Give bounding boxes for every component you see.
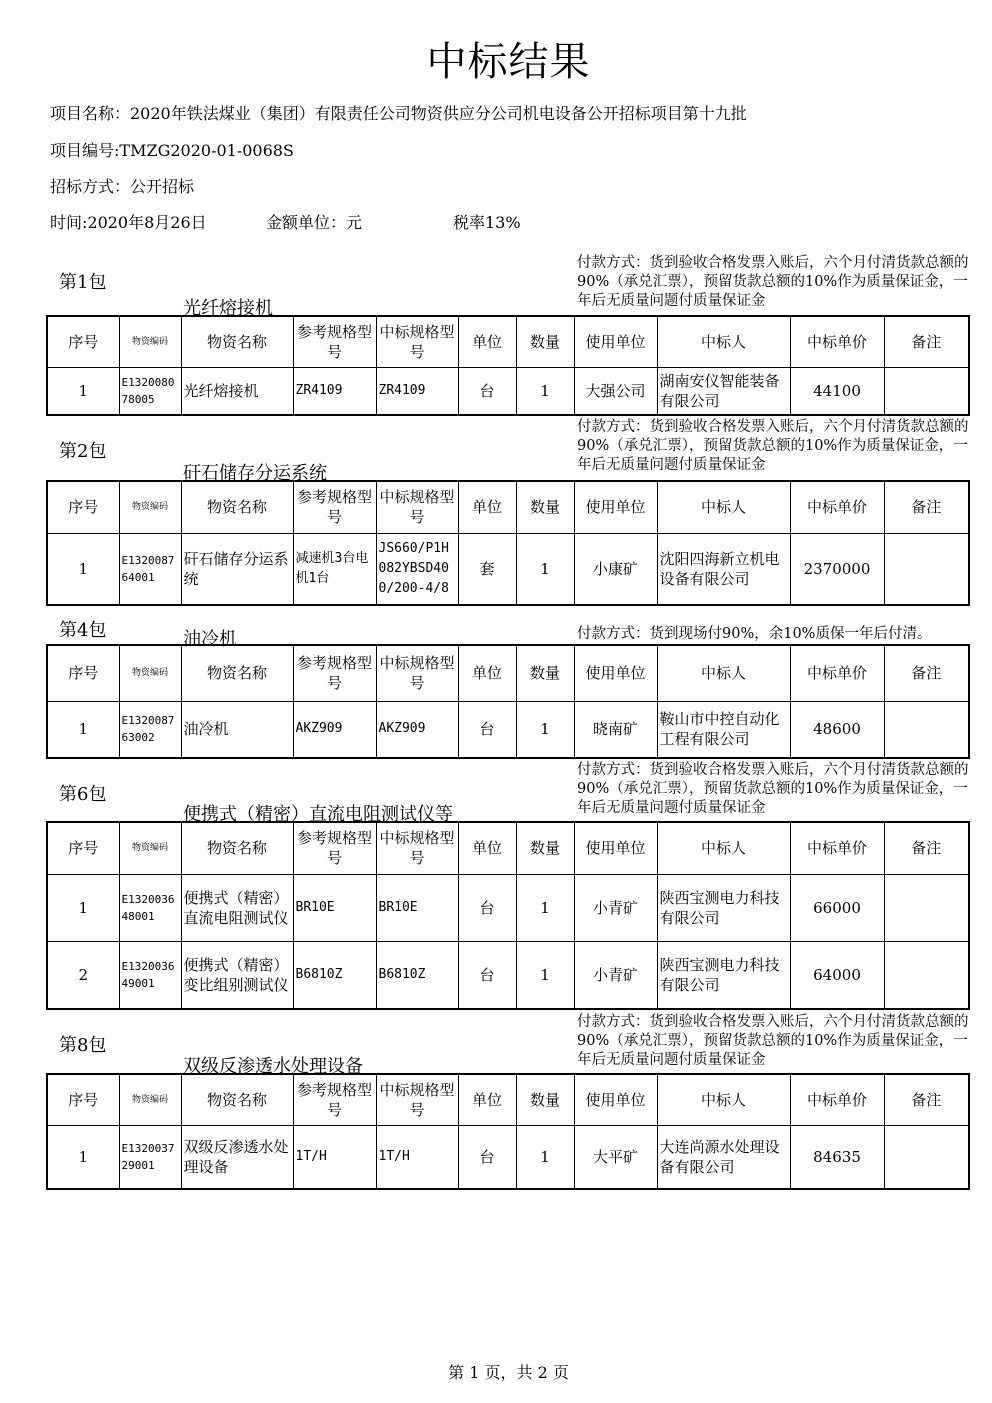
row-number-cell: 1 [47,1126,119,1189]
winning-bidder-cell: 大连尚源水处理设备有限公司 [657,1126,790,1189]
header-row-number: 序号 [47,822,119,874]
table-row [47,874,969,941]
header-material-name: 物资名称 [181,645,293,701]
header-reference-spec: 参考规格型号 [293,316,376,368]
table-header-row [47,645,969,701]
payment-terms: 付款方式：货到验收合格发票入账后，六个月付清货款总额的90%（承兑汇票），预留货款总额的10%作为质量保证金，一年后无质量问题付质量保证金 [577,419,969,473]
header-winning-bidder: 中标人 [657,822,790,874]
material-name-cell: 矸石储存分运系统 [181,533,293,605]
remark-cell [884,368,969,415]
material-name-cell: 油冷机 [181,701,293,758]
page-title: 中标结果 [426,39,591,85]
material-name-cell: 光纤熔接机 [181,368,293,415]
package-label: 第6包 [59,784,107,805]
quantity-cell: 1 [516,701,574,758]
package-name: 双级反渗透水处理设备 [183,1056,363,1077]
page-footer: 第 1 页，共 2 页 [448,1363,569,1382]
table-header-row [47,481,969,533]
winning-bidder-cell: 湖南安仪智能装备有限公司 [657,368,790,415]
row-number-cell: 1 [47,368,119,415]
header-unit-price: 中标单价 [790,481,884,533]
header-using-unit: 使用单位 [574,481,657,533]
table-row [47,701,969,758]
quantity-cell: 1 [516,941,574,1009]
header-reference-spec: 参考规格型号 [293,481,376,533]
reference-spec-cell: 1T/H [293,1126,376,1189]
package-name: 便携式（精密）直流电阻测试仪等 [183,804,453,825]
package-label: 第1包 [59,272,107,293]
package-label: 第4包 [59,620,107,641]
header-material-code: 物资编码 [119,645,181,701]
header-using-unit: 使用单位 [574,645,657,701]
header-remark: 备注 [884,645,969,701]
header-row-number: 序号 [47,316,119,368]
header-winning-bidder: 中标人 [657,1074,790,1126]
payment-terms: 付款方式：货到验收合格发票入账后，六个月付清货款总额的90%（承兑汇票），预留货款总额的10%作为质量保证金，一年后无质量问题付质量保证金 [577,762,969,816]
package-name: 光纤熔接机 [183,298,273,319]
header-winning-bidder: 中标人 [657,481,790,533]
row-number-cell: 1 [47,533,119,605]
header-unit-price: 中标单价 [790,645,884,701]
bid-spec-cell: BR10E [376,874,458,941]
winning-bidder-cell: 鞍山市中控自动化工程有限公司 [657,701,790,758]
winning-bidder-cell: 陕西宝测电力科技有限公司 [657,941,790,1009]
tax-rate: 税率13% [453,213,521,232]
quantity-cell: 1 [516,874,574,941]
unit-cell: 台 [458,874,516,941]
table-row [47,941,969,1009]
header-unit: 单位 [458,316,516,368]
quantity-cell: 1 [516,368,574,415]
material-name-cell: 便携式（精密）变比组别测试仪 [181,941,293,1009]
reference-spec-cell: ZR4109 [293,368,376,415]
using-unit-cell: 大平矿 [574,1126,657,1189]
row-number-cell: 1 [47,701,119,758]
material-code-cell: E132003649001 [119,941,181,1009]
bid-spec-cell: 1T/H [376,1126,458,1189]
using-unit-cell: 大强公司 [574,368,657,415]
header-row-number: 序号 [47,1074,119,1126]
unit-cell: 台 [458,701,516,758]
unit-price-cell: 48600 [790,701,884,758]
payment-terms: 付款方式：货到验收合格发票入账后，六个月付清货款总额的90%（承兑汇票），预留货款总额的10%作为质量保证金，一年后无质量问题付质量保证金 [577,1014,969,1068]
package-table [46,315,970,416]
announcement-time: 时间:2020年8月26日 [50,213,207,232]
bid-spec-cell: ZR4109 [376,368,458,415]
material-code-cell: E132008078005 [119,368,181,415]
remark-cell [884,941,969,1009]
using-unit-cell: 小青矿 [574,941,657,1009]
header-unit-price: 中标单价 [790,1074,884,1126]
header-remark: 备注 [884,1074,969,1126]
table-header-row [47,1074,969,1126]
package-table [46,480,970,606]
header-quantity: 数量 [516,481,574,533]
header-bid-spec: 中标规格型号 [376,1074,458,1126]
header-material-code: 物资编码 [119,481,181,533]
using-unit-cell: 小青矿 [574,874,657,941]
header-using-unit: 使用单位 [574,316,657,368]
reference-spec-cell: BR10E [293,874,376,941]
unit-price-cell: 64000 [790,941,884,1009]
material-name-cell: 便携式（精密）直流电阻测试仪 [181,874,293,941]
header-material-code: 物资编码 [119,1074,181,1126]
package-table [46,644,970,759]
unit-price-cell: 84635 [790,1126,884,1189]
unit-cell: 台 [458,368,516,415]
header-unit: 单位 [458,645,516,701]
header-material-name: 物资名称 [181,316,293,368]
header-unit-price: 中标单价 [790,822,884,874]
package-label: 第2包 [59,441,107,462]
package-table [46,1073,970,1190]
unit-cell: 台 [458,941,516,1009]
header-remark: 备注 [884,316,969,368]
material-code-cell: E132008764001 [119,533,181,605]
reference-spec-cell: AKZ909 [293,701,376,758]
header-unit: 单位 [458,1074,516,1126]
quantity-cell: 1 [516,1126,574,1189]
header-material-name: 物资名称 [181,481,293,533]
header-winning-bidder: 中标人 [657,316,790,368]
row-number-cell: 1 [47,874,119,941]
header-material-name: 物资名称 [181,1074,293,1126]
header-row-number: 序号 [47,481,119,533]
bid-method: 招标方式：公开招标 [50,177,195,196]
unit-price-cell: 2370000 [790,533,884,605]
row-number-cell: 2 [47,941,119,1009]
table-row [47,368,969,415]
header-unit: 单位 [458,822,516,874]
remark-cell [884,874,969,941]
using-unit-cell: 小康矿 [574,533,657,605]
header-unit-price: 中标单价 [790,316,884,368]
quantity-cell: 1 [516,533,574,605]
material-code-cell: E132003648001 [119,874,181,941]
package-label: 第8包 [59,1035,107,1056]
package-name: 油冷机 [183,629,237,650]
table-row [47,533,969,605]
reference-spec-cell: 减速机3台电机1台 [293,533,376,605]
header-reference-spec: 参考规格型号 [293,822,376,874]
header-remark: 备注 [884,481,969,533]
material-code-cell: E132003729001 [119,1126,181,1189]
header-quantity: 数量 [516,822,574,874]
table-header-row [47,822,969,874]
bid-spec-cell: AKZ909 [376,701,458,758]
bid-spec-cell: JS660/P1H082YBSD400/200-4/8 [376,533,458,605]
unit-price-cell: 66000 [790,874,884,941]
payment-terms: 付款方式：货到现场付90%，余10%质保一年后付清。 [577,626,932,642]
unit-price-cell: 44100 [790,368,884,415]
package-name: 矸石储存分运系统 [183,463,327,484]
material-code-cell: E132008763002 [119,701,181,758]
project-number: 项目编号:TMZG2020-01-0068S [50,141,294,160]
header-bid-spec: 中标规格型号 [376,316,458,368]
currency-unit: 金额单位：元 [266,213,363,232]
remark-cell [884,701,969,758]
table-row [47,1126,969,1189]
header-winning-bidder: 中标人 [657,645,790,701]
remark-cell [884,533,969,605]
header-row-number: 序号 [47,645,119,701]
project-name: 项目名称：2020年铁法煤业（集团）有限责任公司物资供应分公司机电设备公开招标项目第十九批 [50,104,747,123]
unit-cell: 套 [458,533,516,605]
header-quantity: 数量 [516,316,574,368]
header-reference-spec: 参考规格型号 [293,1074,376,1126]
table-header-row [47,316,969,368]
using-unit-cell: 晓南矿 [574,701,657,758]
reference-spec-cell: B6810Z [293,941,376,1009]
header-quantity: 数量 [516,645,574,701]
header-bid-spec: 中标规格型号 [376,822,458,874]
header-bid-spec: 中标规格型号 [376,481,458,533]
payment-terms: 付款方式：货到验收合格发票入账后，六个月付清货款总额的90%（承兑汇票），预留货款总额的10%作为质量保证金，一年后无质量问题付质量保证金 [577,255,969,309]
header-using-unit: 使用单位 [574,822,657,874]
header-bid-spec: 中标规格型号 [376,645,458,701]
header-reference-spec: 参考规格型号 [293,645,376,701]
header-material-name: 物资名称 [181,822,293,874]
bid-spec-cell: B6810Z [376,941,458,1009]
package-table [46,821,970,1010]
material-name-cell: 双级反渗透水处理设备 [181,1126,293,1189]
winning-bidder-cell: 陕西宝测电力科技有限公司 [657,874,790,941]
header-quantity: 数量 [516,1074,574,1126]
header-using-unit: 使用单位 [574,1074,657,1126]
header-material-code: 物资编码 [119,822,181,874]
winning-bidder-cell: 沈阳四海新立机电设备有限公司 [657,533,790,605]
unit-cell: 台 [458,1126,516,1189]
remark-cell [884,1126,969,1189]
header-unit: 单位 [458,481,516,533]
header-remark: 备注 [884,822,969,874]
header-material-code: 物资编码 [119,316,181,368]
